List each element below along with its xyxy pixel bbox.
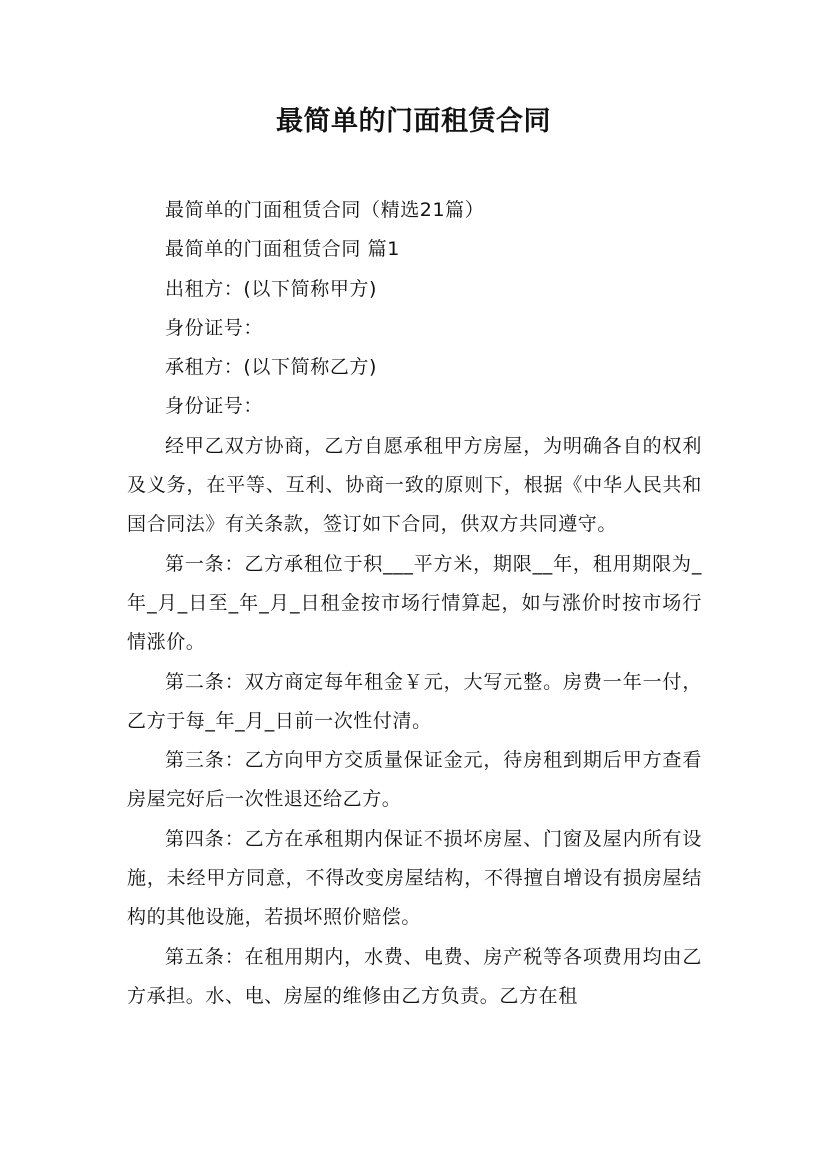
- document-body: [127, 191, 702, 1016]
- paragraph-lessor: 出租方：(以下简称甲方): [165, 277, 378, 300]
- paragraph-lessor-id: 身份证号：: [165, 316, 264, 339]
- document-title: 最简单的门面租赁合同: [276, 106, 551, 137]
- paragraph-article-5: 第五条：在租用期内，水费、电费、房产税等各项费用均由乙方承担。水、电、房屋的维修由乙方负责。乙方在租: [127, 945, 702, 1007]
- paragraph-subheading: 最简单的门面租赁合同 篇1: [165, 238, 400, 261]
- paragraph-article-3: 第三条：乙方向甲方交质量保证金元，待房租到期后甲方查看房屋完好后一次性退还给乙方。: [127, 749, 702, 811]
- paragraph-article-2: 第二条：双方商定每年租金￥元，大写元整。房费一年一付，乙方于每_年_月_日前一次性付清。: [127, 670, 702, 732]
- paragraph-article-1: 第一条：乙方承租位于积___平方米，期限__年，租用期限为_年_月_日至_年_月_日租金按市场行情算起，如与涨价时按市场行情涨价。: [127, 552, 702, 654]
- paragraph-lessee: 承租方：(以下简称乙方): [165, 356, 378, 379]
- paragraph-article-4: 第四条：乙方在承租期内保证不损坏房屋、门窗及屋内所有设施，未经甲方同意，不得改变房屋结构，不得擅自增设有损房屋结构的其他设施，若损坏照价赔偿。: [127, 827, 702, 929]
- paragraph-heading: 最简单的门面租赁合同（精选21篇）: [165, 199, 485, 221]
- paragraph-preamble: 经甲乙双方协商，乙方自愿承租甲方房屋，为明确各自的权利及义务，在平等、互利、协商一致的原则下，根据《中华人民共和国合同法》有关条款，签订如下合同，供双方共同遵守。: [127, 434, 702, 536]
- paragraph-lessee-id: 身份证号：: [165, 395, 264, 418]
